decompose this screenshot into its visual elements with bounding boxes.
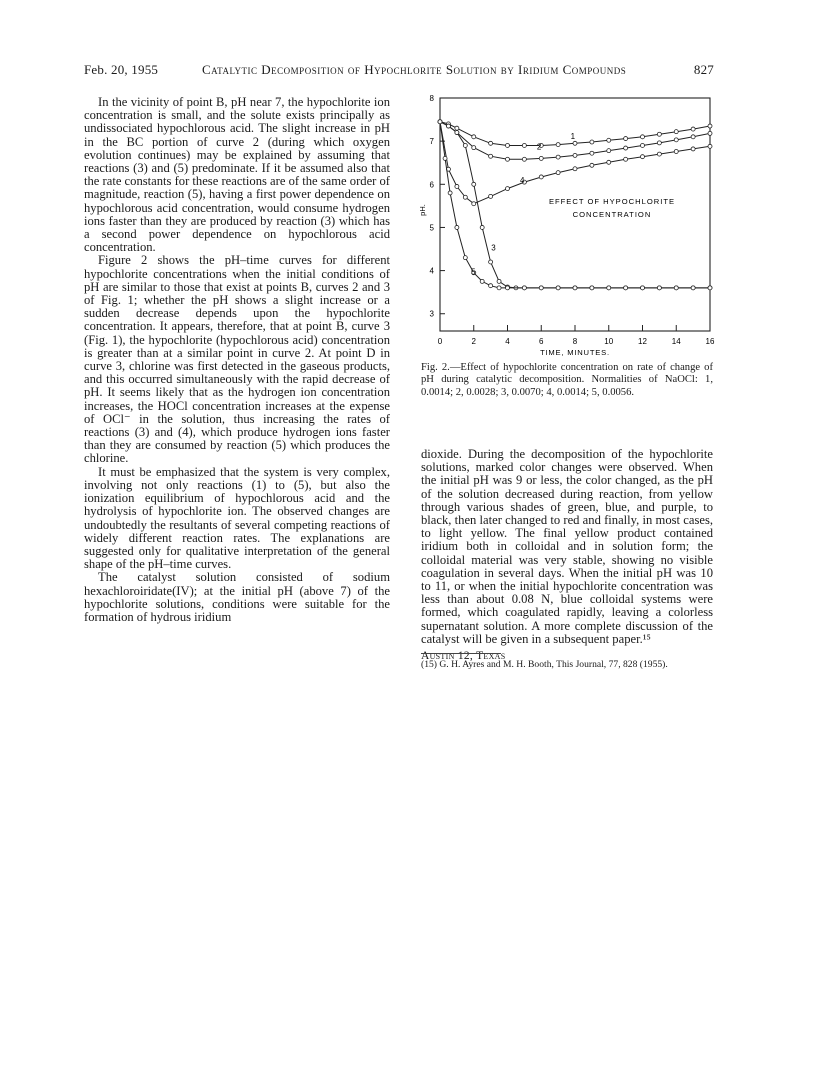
data-point [657, 152, 661, 156]
data-point [522, 157, 526, 161]
x-tick-label: 16 [705, 337, 715, 346]
x-axis-label: TIME, MINUTES. [540, 348, 610, 357]
data-point [539, 286, 543, 290]
data-point [443, 156, 447, 160]
ph-time-chart [410, 90, 720, 358]
data-point [497, 279, 501, 283]
data-point [522, 286, 526, 290]
left-column [84, 96, 390, 624]
paragraph: The catalyst solution consisted of sodium hexachloroiridate(IV); at the initial pH (above 7) of the hypochlorite solutions, conditions were suitable for the formation of hydrous iridium [84, 570, 390, 624]
issue-date: Feb. 20, 1955 [84, 62, 159, 77]
data-point [539, 175, 543, 179]
data-point [590, 151, 594, 155]
y-tick-label: 6 [429, 180, 434, 190]
affiliation: Austin 12, Texas [421, 650, 506, 663]
y-tick-label: 4 [429, 266, 434, 276]
data-point [556, 286, 560, 290]
data-point [624, 146, 628, 150]
x-tick-label: 2 [471, 337, 476, 346]
data-point [674, 138, 678, 142]
x-tick-label: 6 [539, 337, 544, 346]
paragraph: In the vicinity of point B, pH near 7, the hypochlorite ion concentration is small, and the solute exists principally as undissociated hypochlorous acid. The slight increase in pH in the BC portion of curve 2 (during which oxygen evolution continues) may be explained by assuming that reactions (3) and (5) predominate. If it be assumed also that the rate constants for these reactions are of the same order of magnitude, reaction (5), having a first power dependence on hypochlorous acid concentration, would consume hydrogen ions faster than they are produced by reaction (3) which has a second power dependence on hypochlorous acid concentration. [84, 95, 390, 255]
data-point [463, 143, 467, 147]
x-tick-label: 14 [671, 337, 681, 346]
data-point [480, 279, 484, 283]
data-point [463, 256, 467, 260]
data-point [657, 286, 661, 290]
data-point [489, 154, 493, 158]
data-point [489, 260, 493, 264]
data-point [506, 143, 510, 147]
data-point [556, 143, 560, 147]
data-point [489, 194, 493, 198]
data-point [607, 138, 611, 142]
data-point [708, 124, 712, 128]
data-point [463, 195, 467, 199]
data-point [556, 171, 560, 175]
data-point [556, 155, 560, 159]
data-point [624, 286, 628, 290]
data-point [506, 157, 510, 161]
data-point [480, 225, 484, 229]
page-number: 827 [693, 62, 714, 77]
data-point [455, 184, 459, 188]
data-point [691, 127, 695, 131]
running-title: Catalytic Decomposition of Hypochlorite Solution by Iridium Compounds [202, 62, 627, 77]
paragraph: dioxide. During the decomposition of the hypochlorite solutions, marked color changes were observed. When the initial pH was 9 or less, the color changed, as the pH of the solution decreased during reaction, from yellow through various shades of green, blue, and purple, to black, then later changed to red and finally, in most cases, to light yellow. The final yellow product contained iridium both in colloidal and in solution form; the colloidal material was very stable, showing no visible coagulation in several days. When the initial pH was 10 to 11, or when the initial hypochlorite concentration was less than about 0.08 N, blue colloidal systems were formed, which coagulated rapidly, leaving a colorless supernatant solution. A more complete discussion of the catalyst will be given in a subsequent paper.¹⁵ [421, 447, 713, 646]
data-point [489, 284, 493, 288]
series-label: 1 [570, 131, 576, 141]
data-point [522, 143, 526, 147]
x-tick-label: 10 [604, 337, 614, 346]
data-point [573, 141, 577, 145]
y-tick-label: 8 [429, 94, 434, 103]
footnote-rule [421, 653, 501, 654]
x-tick-label: 12 [638, 337, 647, 346]
data-point [448, 191, 452, 195]
data-point [641, 135, 645, 139]
paragraph: Figure 2 shows the pH–time curves for different hypochlorite concentrations when the initial conditions of pH are similar to those that exist at points B, curves 2 and 3 of Fig. 1; whether the pH shows a slight increase or a sudden decrease depends upon the hypochlorite concentration. It appears, therefore, that at point B, curve 3 (Fig. 1), the hypochlorite (hypochlorous acid) concentration is greater than at a similar point in curve 2. At point D in curve 3, chlorine was first detected in the gaseous products, and this occurred simultaneously with the rapid decrease of pH. It seems likely that as the hydrogen ion concentration increases, the HOCl concentration increases at the expense of OCl⁻ in the solution, thus increasing the rates of reactions (3) and (4), which produce hydrogen ions faster than they are consumed by reaction (5) which produces the chlorine. [84, 253, 390, 466]
y-tick-label: 3 [429, 309, 434, 319]
data-point [624, 137, 628, 141]
data-point [708, 286, 712, 290]
series-label: 4 [519, 176, 525, 186]
data-point [641, 143, 645, 147]
data-point [472, 182, 476, 186]
data-point [674, 150, 678, 154]
y-tick-label: 5 [429, 223, 434, 233]
x-tick-label: 8 [572, 337, 578, 346]
data-point [607, 286, 611, 290]
data-point [590, 140, 594, 144]
data-point [506, 286, 510, 290]
data-point [455, 131, 459, 135]
data-point [657, 132, 661, 136]
data-point [573, 153, 577, 157]
data-point [691, 286, 695, 290]
data-point [708, 144, 712, 148]
series-label: 5 [471, 267, 476, 277]
series-label: 2 [536, 142, 542, 152]
series-label: 3 [491, 243, 496, 253]
data-point [607, 160, 611, 164]
data-point [674, 286, 678, 290]
data-point [489, 141, 493, 145]
data-point [539, 156, 543, 160]
data-point [506, 187, 510, 191]
data-point [641, 155, 645, 159]
data-point [624, 157, 628, 161]
data-point [497, 286, 501, 290]
data-point [641, 286, 645, 290]
data-point [438, 120, 442, 124]
figure-caption: Fig. 2.—Effect of hypochlorite concentration on rate of change of pH during catalytic decomposition. Normalities of NaOCl: 1, 0.0014; 2, 0.0028; 3, 0.0070; 4, 0.0014; 5, 0.0056. [421, 362, 713, 398]
right-column [421, 448, 713, 663]
data-point [573, 286, 577, 290]
data-point [657, 141, 661, 145]
data-point [607, 149, 611, 153]
data-point [472, 135, 476, 139]
data-point [691, 147, 695, 151]
running-header [84, 62, 714, 80]
data-point [455, 225, 459, 229]
footnote: (15) G. H. Ayres and M. H. Booth, This Journal, 77, 828 (1955). [421, 659, 668, 670]
data-point [691, 135, 695, 139]
x-tick-label: 4 [505, 337, 510, 346]
data-point [674, 130, 678, 134]
y-tick-label: 7 [429, 137, 434, 147]
x-tick-label: 0 [437, 337, 443, 346]
data-point [472, 146, 476, 150]
chart-title-line-2: CONCENTRATION [572, 210, 652, 219]
data-point [455, 126, 459, 130]
data-point [708, 131, 712, 135]
data-point [590, 286, 594, 290]
y-axis-label: pH. [418, 204, 427, 216]
data-point [446, 124, 450, 128]
data-point [472, 202, 476, 206]
data-point [573, 167, 577, 171]
paragraph: It must be emphasized that the system is very complex, involving not only reactions (1) to (5), but also the ionization equilibrium of hypochlorous acid and the hydrolysis of hypochlorite ion. The observed changes are undoubtedly the resultants of several competing reactions of widely different reaction rates. The explanations are suggested only for qualitative interpretation of the general shape of the pH–time curves. [84, 464, 390, 572]
series-1 [438, 120, 712, 148]
chart-title-line-1: EFFECT OF HYPOCHLORITE [548, 197, 676, 206]
data-point [590, 163, 594, 167]
